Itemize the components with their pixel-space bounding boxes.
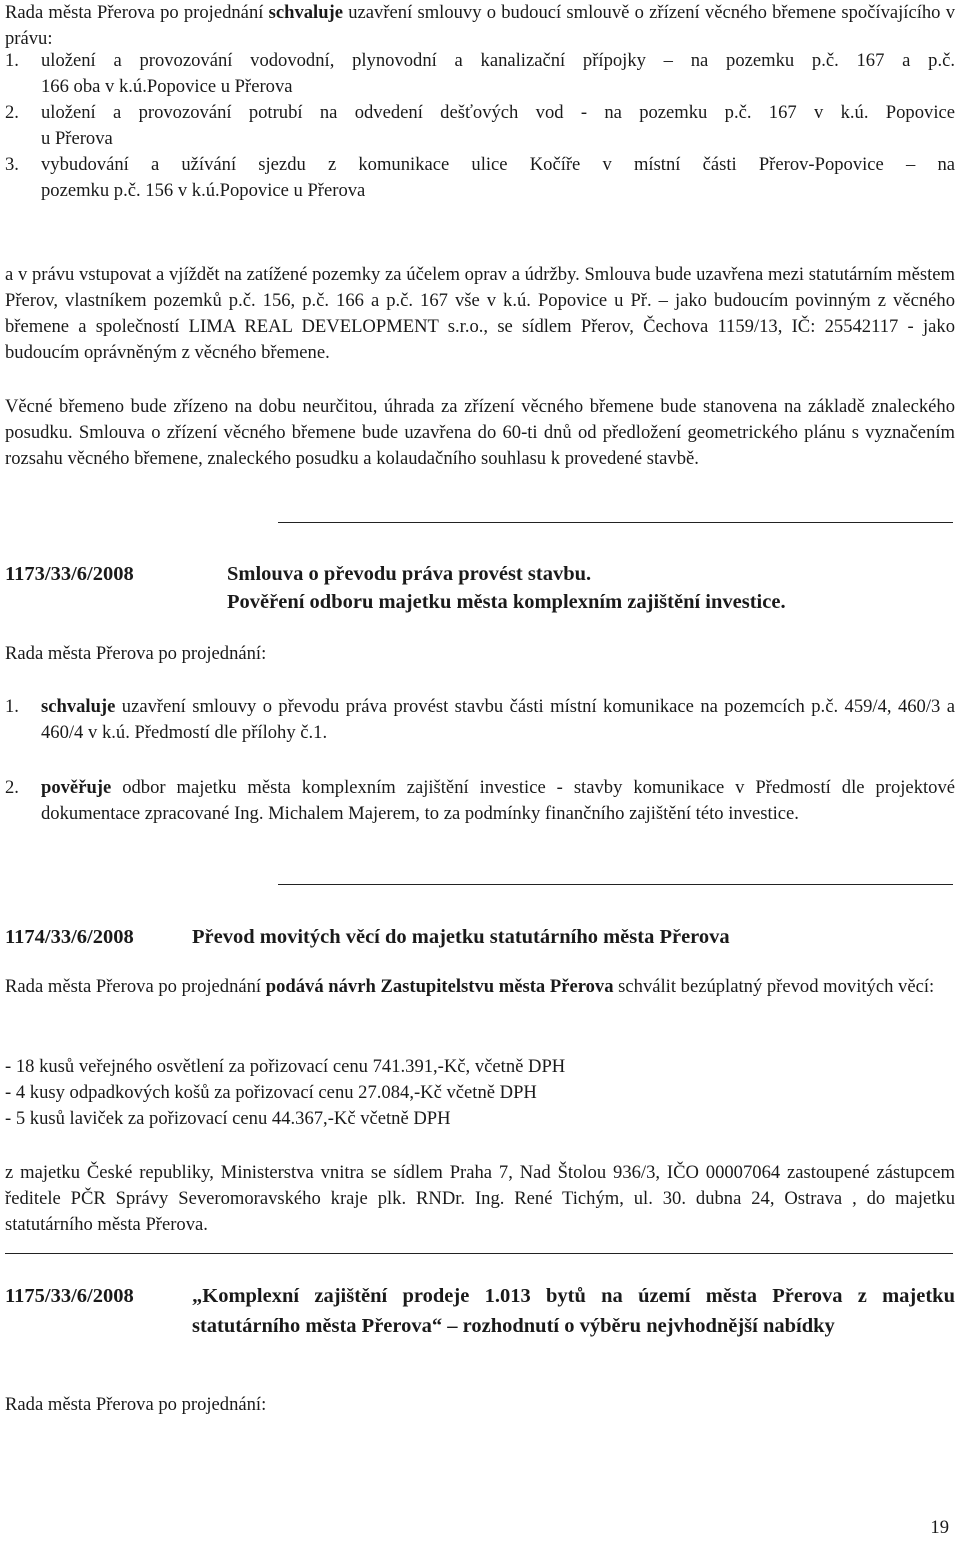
- resolution-intro: Rada města Přerova po projednání podává návrh Zastupitelstvu města Přerova schválit bezúplatný převod movitých věcí:: [5, 976, 935, 997]
- easement-list: [5, 48, 955, 204]
- resolution-number: 1173/33/6/2008: [5, 563, 134, 585]
- resolution-intro: Rada města Přerova po projednání:: [5, 1394, 267, 1415]
- resolution-title: „Komplexní zajištění prodeje 1.013 bytů na území města Přerova z majetku statutárního města Přerova“ – rozhodnutí o výběru nejvhodnější nabídky: [192, 1285, 955, 1337]
- list-item: 2. pověřuje odbor majetku města komplexním zajištění investice - stavby komunikace v Předmostí dle projektové dokumentace zpracované Ing. Michalem Majerem, to za podmínky finančního zajištění této investice.: [5, 777, 955, 824]
- resolution-number: 1175/33/6/2008: [5, 1285, 134, 1307]
- paragraph: z majetku České republiky, Ministerstva vnitra se sídlem Praha 7, Nad Štolou 936/3, IČO 00007064 zastoupené zástupcem ředitele PČR Správy Severomoravského kraje plk. RNDr. Ing. René Tichým, ul. 30. dubna 24, Ostrava , do majetku statutárního města Přerova.: [5, 1162, 955, 1235]
- resolution-intro: Rada města Přerova po projednání:: [5, 643, 267, 664]
- paragraph: Věcné břemeno bude zřízeno na dobu neurčitou, úhrada za zřízení věcného břemene bude stanovena na základě znaleckého posudku. Smlouva o zřízení věcného břemene bude uzavřena do 60-ti dnů od předložení geometrického plánu s vyznačením rozsahu věcného břemene, znaleckého posudku a kolaudačního souhlasu k provedené stavbě.: [5, 396, 955, 469]
- list-item: 2. uložení a provozování potrubí na odvedení dešťových vod - na pozemku p.č. 167 v k.ú. Popovice u Přerova: [5, 102, 955, 149]
- list-item: 1. schvaluje uzavření smlouvy o převodu práva provést stavbu části místní komunikace na pozemcích p.č. 459/4, 460/3 a 460/4 v k.ú. Předmostí dle přílohy č.1.: [5, 696, 955, 743]
- section-divider: [278, 522, 953, 523]
- resolution-number: 1174/33/6/2008: [5, 926, 134, 948]
- resolution-title: Smlouva o převodu práva provést stavbu. Pověření odboru majetku města komplexním zajištění investice.: [227, 563, 786, 613]
- paragraph: a v právu vstupovat a vjíždět na zatížené pozemky za účelem oprav a údržby. Smlouva bude uzavřena mezi statutárním městem Přerov, vlastníkem pozemků p.č. 156, p.č. 166 a p.č. 167 vše v k.ú. Popovice u Př. – jako budoucím povinným z věcného břemene a společností LIMA REAL DEVELOPMENT s.r.o., se sídlem Přerov, Čechova 1159/13, IČ: 25542117 - jako budoucím oprávněným z věcného břemene.: [5, 264, 955, 363]
- items-list: [5, 1054, 955, 1132]
- list-item: - 5 kusů laviček za pořizovací cenu 44.367,-Kč včetně DPH: [5, 1108, 451, 1129]
- resolution-title: Převod movitých věcí do majetku statutárního města Přerova: [192, 926, 730, 948]
- list-item: - 18 kusů veřejného osvětlení za pořizovací cenu 741.391,-Kč, včetně DPH: [5, 1056, 566, 1077]
- list-item: - 4 kusy odpadkových košů za pořizovací cenu 27.084,-Kč včetně DPH: [5, 1082, 537, 1103]
- resolution-heading: [5, 1281, 955, 1341]
- resolution-intro: Rada města Přerova po projednání schvaluje uzavření smlouvy o budoucí smlouvě o zřízení věcného břemene spočívajícího v právu:: [5, 2, 955, 49]
- section-divider: [278, 884, 953, 885]
- section-divider: [5, 1253, 953, 1254]
- list-item: 3. vybudování a užívání sjezdu z komunikace ulice Kočíře v místní části Přerov-Popovice – na pozemku p.č. 156 v k.ú.Popovice u Přerova: [5, 154, 955, 201]
- page-number: 19: [930, 1517, 949, 1538]
- resolution-heading: [5, 923, 955, 951]
- resolution-heading: [5, 560, 955, 616]
- list-item: 1. uložení a provozování vodovodní, plynovodní a kanalizační přípojky – na pozemku p.č. 167 a p.č. 166 oba v k.ú.Popovice u Přerova: [5, 50, 955, 97]
